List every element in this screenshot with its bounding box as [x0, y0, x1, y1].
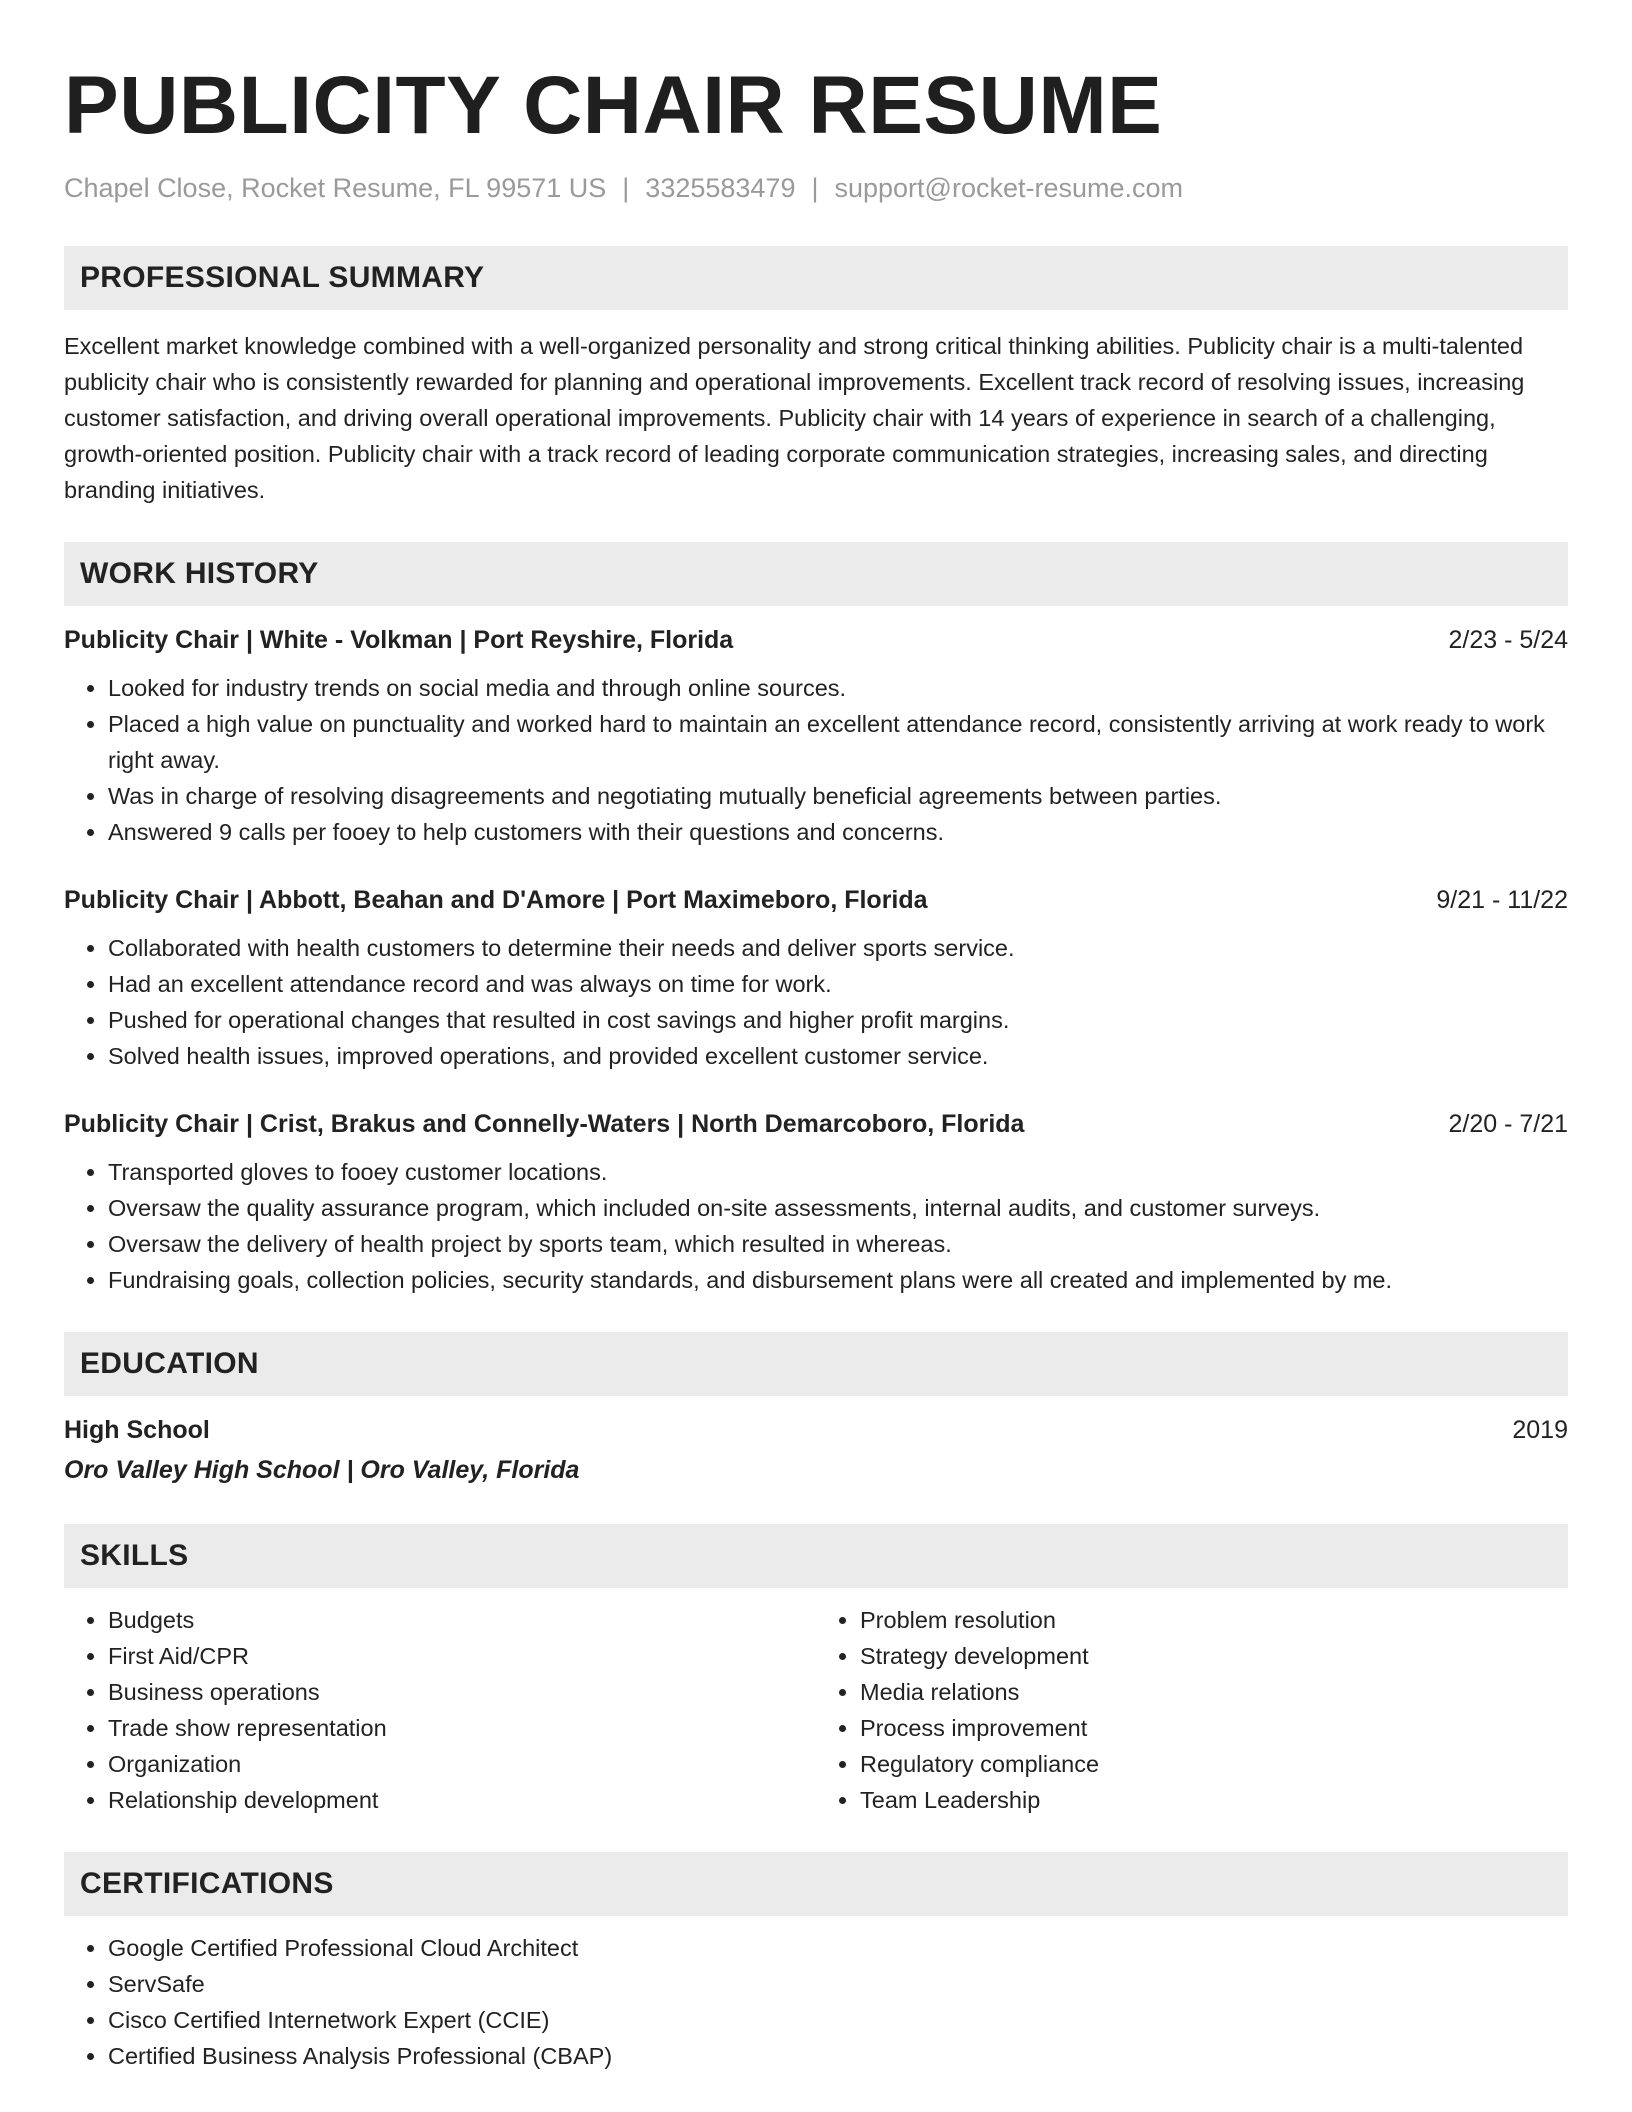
contact-separator: | [622, 173, 630, 203]
job-bullets [64, 1154, 1568, 1298]
skills-list-right [816, 1602, 1568, 1818]
certification-item: • Google Certified Professional Cloud Architect [108, 1930, 1568, 1966]
section-heading-certifications: CERTIFICATIONS [64, 1852, 1568, 1916]
skills-list-left [64, 1602, 816, 1818]
certifications-section [64, 1852, 1568, 2074]
job-bullet: • Transported gloves to fooey customer locations. [108, 1154, 1568, 1190]
job-bullet: • Oversaw the delivery of health project by sports team, which resulted in whereas. [108, 1226, 1568, 1262]
skill-item: • Strategy development [860, 1638, 1568, 1674]
summary-section [64, 246, 1568, 508]
job-bullet: • Looked for industry trends on social media and through online sources. [108, 670, 1568, 706]
resume-title: PUBLICITY CHAIR RESUME [64, 60, 1163, 151]
certifications-list [64, 1930, 1568, 2074]
job-dates: 2/23 - 5/24 [1448, 626, 1568, 654]
skill-item: • Team Leadership [860, 1782, 1568, 1818]
section-heading-education: EDUCATION [64, 1332, 1568, 1396]
section-heading-skills: SKILLS [64, 1524, 1568, 1588]
section-heading-work-history: WORK HISTORY [64, 542, 1568, 606]
education-year: 2019 [1512, 1416, 1568, 1444]
job-bullet: • Collaborated with health customers to determine their needs and deliver sports service. [108, 930, 1568, 966]
contact-address: Chapel Close, Rocket Resume, FL 99571 US [64, 173, 607, 203]
job-header [64, 620, 1568, 660]
contact-line [64, 170, 1568, 206]
education-header [64, 1410, 1568, 1450]
job-title: Publicity Chair | Abbott, Beahan and D'Amore | Port Maximeboro, Florida [64, 886, 928, 914]
certification-item: • Cisco Certified Internetwork Expert (CCIE) [108, 2002, 1568, 2038]
contact-phone: 3325583479 [645, 173, 796, 203]
summary-text: Excellent market knowledge combined with a well-organized personality and strong critical thinking abilities. Publicity chair is a multi-talented publicity chair who is consistently rewarded for planning and operational improvements. Excellent track record of resolving issues, increasing customer satisfaction, and driving overall operational improvements. Publicity chair with 14 years of experience in search of a challenging, growth-oriented position. Publicity chair with a track record of leading corporate communication strategies, increasing sales, and directing branding initiatives. [64, 333, 1525, 503]
job-bullet: • Pushed for operational changes that resulted in cost savings and higher profit margins. [108, 1002, 1568, 1038]
job-entry [64, 880, 1568, 1074]
contact-separator: | [811, 173, 819, 203]
education-entry [64, 1410, 1568, 1490]
certification-item: • ServSafe [108, 1966, 1568, 2002]
job-bullet: • Solved health issues, improved operations, and provided excellent customer service. [108, 1038, 1568, 1074]
job-title: Publicity Chair | White - Volkman | Port Reyshire, Florida [64, 626, 734, 654]
skill-item: • First Aid/CPR [108, 1638, 816, 1674]
contact-email: support@rocket-resume.com [834, 173, 1184, 203]
job-bullet: • Fundraising goals, collection policies, security standards, and disbursement plans were all created and implemented by me. [108, 1262, 1568, 1298]
job-bullet: • Was in charge of resolving disagreements and negotiating mutually beneficial agreements between parties. [108, 778, 1568, 814]
skills-section [64, 1524, 1568, 1818]
job-bullet: • Answered 9 calls per fooey to help customers with their questions and concerns. [108, 814, 1568, 850]
job-entry [64, 1104, 1568, 1298]
skill-item: • Business operations [108, 1674, 816, 1710]
job-bullets [64, 930, 1568, 1074]
job-entry [64, 620, 1568, 850]
certification-item: • Certified Business Analysis Professional (CBAP) [108, 2038, 1568, 2074]
skill-item: • Regulatory compliance [860, 1746, 1568, 1782]
education-section [64, 1332, 1568, 1490]
job-bullet: • Oversaw the quality assurance program, which included on-site assessments, internal audits, and customer surveys. [108, 1190, 1568, 1226]
job-header [64, 880, 1568, 920]
skill-item: • Organization [108, 1746, 816, 1782]
job-dates: 2/20 - 7/21 [1448, 1110, 1568, 1138]
skill-item: • Relationship development [108, 1782, 816, 1818]
skill-item: • Process improvement [860, 1710, 1568, 1746]
job-bullet: • Placed a high value on punctuality and worked hard to maintain an excellent attendance record, consistently arriving at work ready to work right away. [108, 706, 1568, 778]
skills-columns [64, 1602, 1568, 1818]
education-degree: High School [64, 1416, 210, 1444]
job-dates: 9/21 - 11/22 [1436, 886, 1568, 914]
skill-item: • Media relations [860, 1674, 1568, 1710]
job-bullet: • Had an excellent attendance record and was always on time for work. [108, 966, 1568, 1002]
job-title: Publicity Chair | Crist, Brakus and Connelly-Waters | North Demarcoboro, Florida [64, 1110, 1025, 1138]
work-history-section [64, 542, 1568, 1298]
job-header [64, 1104, 1568, 1144]
skill-item: • Problem resolution [860, 1602, 1568, 1638]
section-heading-summary: PROFESSIONAL SUMMARY [64, 246, 1568, 310]
skill-item: • Budgets [108, 1602, 816, 1638]
education-school: Oro Valley High School | Oro Valley, Florida [64, 1456, 580, 1484]
job-bullets [64, 670, 1568, 850]
skill-item: • Trade show representation [108, 1710, 816, 1746]
